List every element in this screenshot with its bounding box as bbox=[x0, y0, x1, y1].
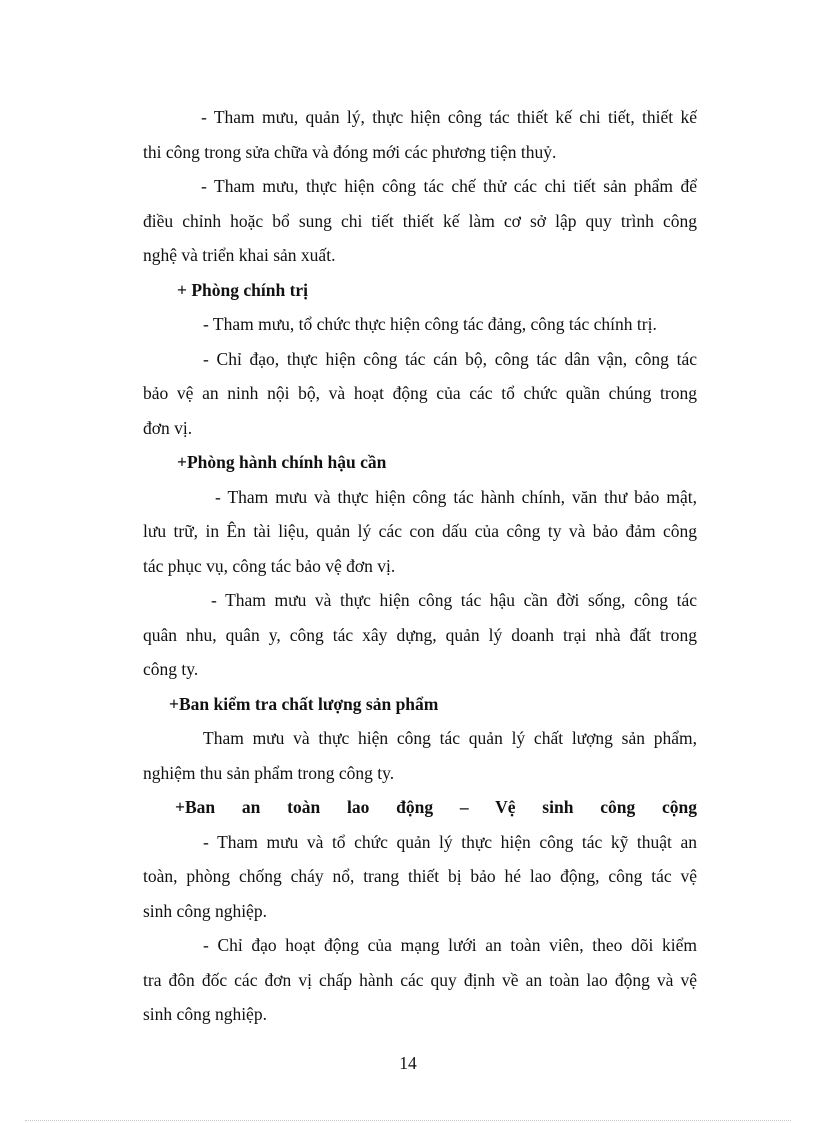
text-line: toàn, phòng chống cháy nổ, trang thiết bị bảo hé lao động, công tác vệ bbox=[143, 866, 697, 886]
paragraph bbox=[143, 100, 697, 169]
text-line: sinh công nghiệp. bbox=[143, 900, 267, 921]
text-line: sinh công nghiệp. bbox=[143, 1004, 267, 1024]
text-line: tác phục vụ, công tác bảo vệ đơn vị. bbox=[143, 555, 396, 576]
text-line: điều chỉnh hoặc bổ sung chi tiết thiết kế làm cơ sở lập quy trình công bbox=[143, 210, 697, 231]
section-labor-safety bbox=[143, 790, 697, 1032]
section-heading: +Phòng hành chính hậu cần bbox=[177, 452, 387, 472]
text-line: tra đôn đốc các đơn vị chấp hành các quy định về an toàn lao động và vệ bbox=[143, 969, 697, 990]
text-line: nghiệm thu sản phẩm trong công ty. bbox=[143, 762, 395, 783]
text-line: thi công trong sửa chữa và đóng mới các phương tiện thuỷ. bbox=[143, 141, 557, 162]
text-line: nghệ và triển khai sản xuất. bbox=[143, 245, 336, 265]
paragraph bbox=[143, 307, 697, 342]
paragraph bbox=[143, 721, 697, 790]
paragraph bbox=[143, 583, 697, 687]
section-quality-control bbox=[143, 687, 697, 791]
text-line: - Tham mưu và thực hiện công tác hành chính, văn thư bảo mật, bbox=[215, 486, 697, 507]
paragraph bbox=[143, 169, 697, 273]
text-line: - Tham mưu, tổ chức thực hiện công tác đảng, công tác chính trị. bbox=[203, 314, 657, 334]
text-line: - Tham mưu và thực hiện công tác hậu cần đời sống, công tác bbox=[211, 590, 697, 610]
section-heading: +Ban an toàn lao động – Vệ sinh công cộng bbox=[175, 797, 697, 817]
section-heading: + Phòng chính trị bbox=[177, 279, 309, 300]
text-line: - Tham mưu và tổ chức quản lý thực hiện công tác kỹ thuật an bbox=[203, 831, 697, 852]
text-line: quân nhu, quân y, công tác xây dựng, quản lý doanh trại nhà đất trong bbox=[143, 624, 697, 645]
text-line: lưu trữ, in Ên tài liệu, quản lý các con dấu của công ty và bảo đảm công bbox=[143, 521, 697, 541]
text-line: - Tham mưu, thực hiện công tác chế thử các chi tiết sản phẩm để bbox=[201, 176, 697, 196]
text-line: bảo vệ an ninh nội bộ, và hoạt động của các tổ chức quần chúng trong bbox=[143, 383, 697, 403]
paragraph bbox=[143, 480, 697, 584]
text-line: Tham mưu và thực hiện công tác quản lý chất lượng sản phẩm, bbox=[203, 728, 697, 748]
text-line: đơn vị. bbox=[143, 417, 193, 438]
paragraph bbox=[143, 342, 697, 446]
text-line: - Tham mưu, quản lý, thực hiện công tác thiết kế chi tiết, thiết kế bbox=[201, 107, 697, 127]
text-line: - Chỉ đạo, thực hiện công tác cán bộ, công tác dân vận, công tác bbox=[203, 348, 697, 369]
text-line: công ty. bbox=[143, 659, 199, 679]
section-political-office bbox=[143, 273, 697, 446]
paragraph bbox=[143, 825, 697, 929]
paragraph bbox=[143, 928, 697, 1032]
section-heading: +Ban kiểm tra chất lượng sản phẩm bbox=[169, 693, 439, 714]
page-edge-divider bbox=[25, 1120, 791, 1121]
section-admin-logistics bbox=[143, 445, 697, 687]
text-line: - Chỉ đạo hoạt động của mạng lưới an toàn viên, theo dõi kiểm bbox=[203, 935, 697, 955]
section-design bbox=[143, 100, 697, 273]
document-body bbox=[143, 100, 697, 1032]
page-number: 14 bbox=[399, 1053, 417, 1073]
